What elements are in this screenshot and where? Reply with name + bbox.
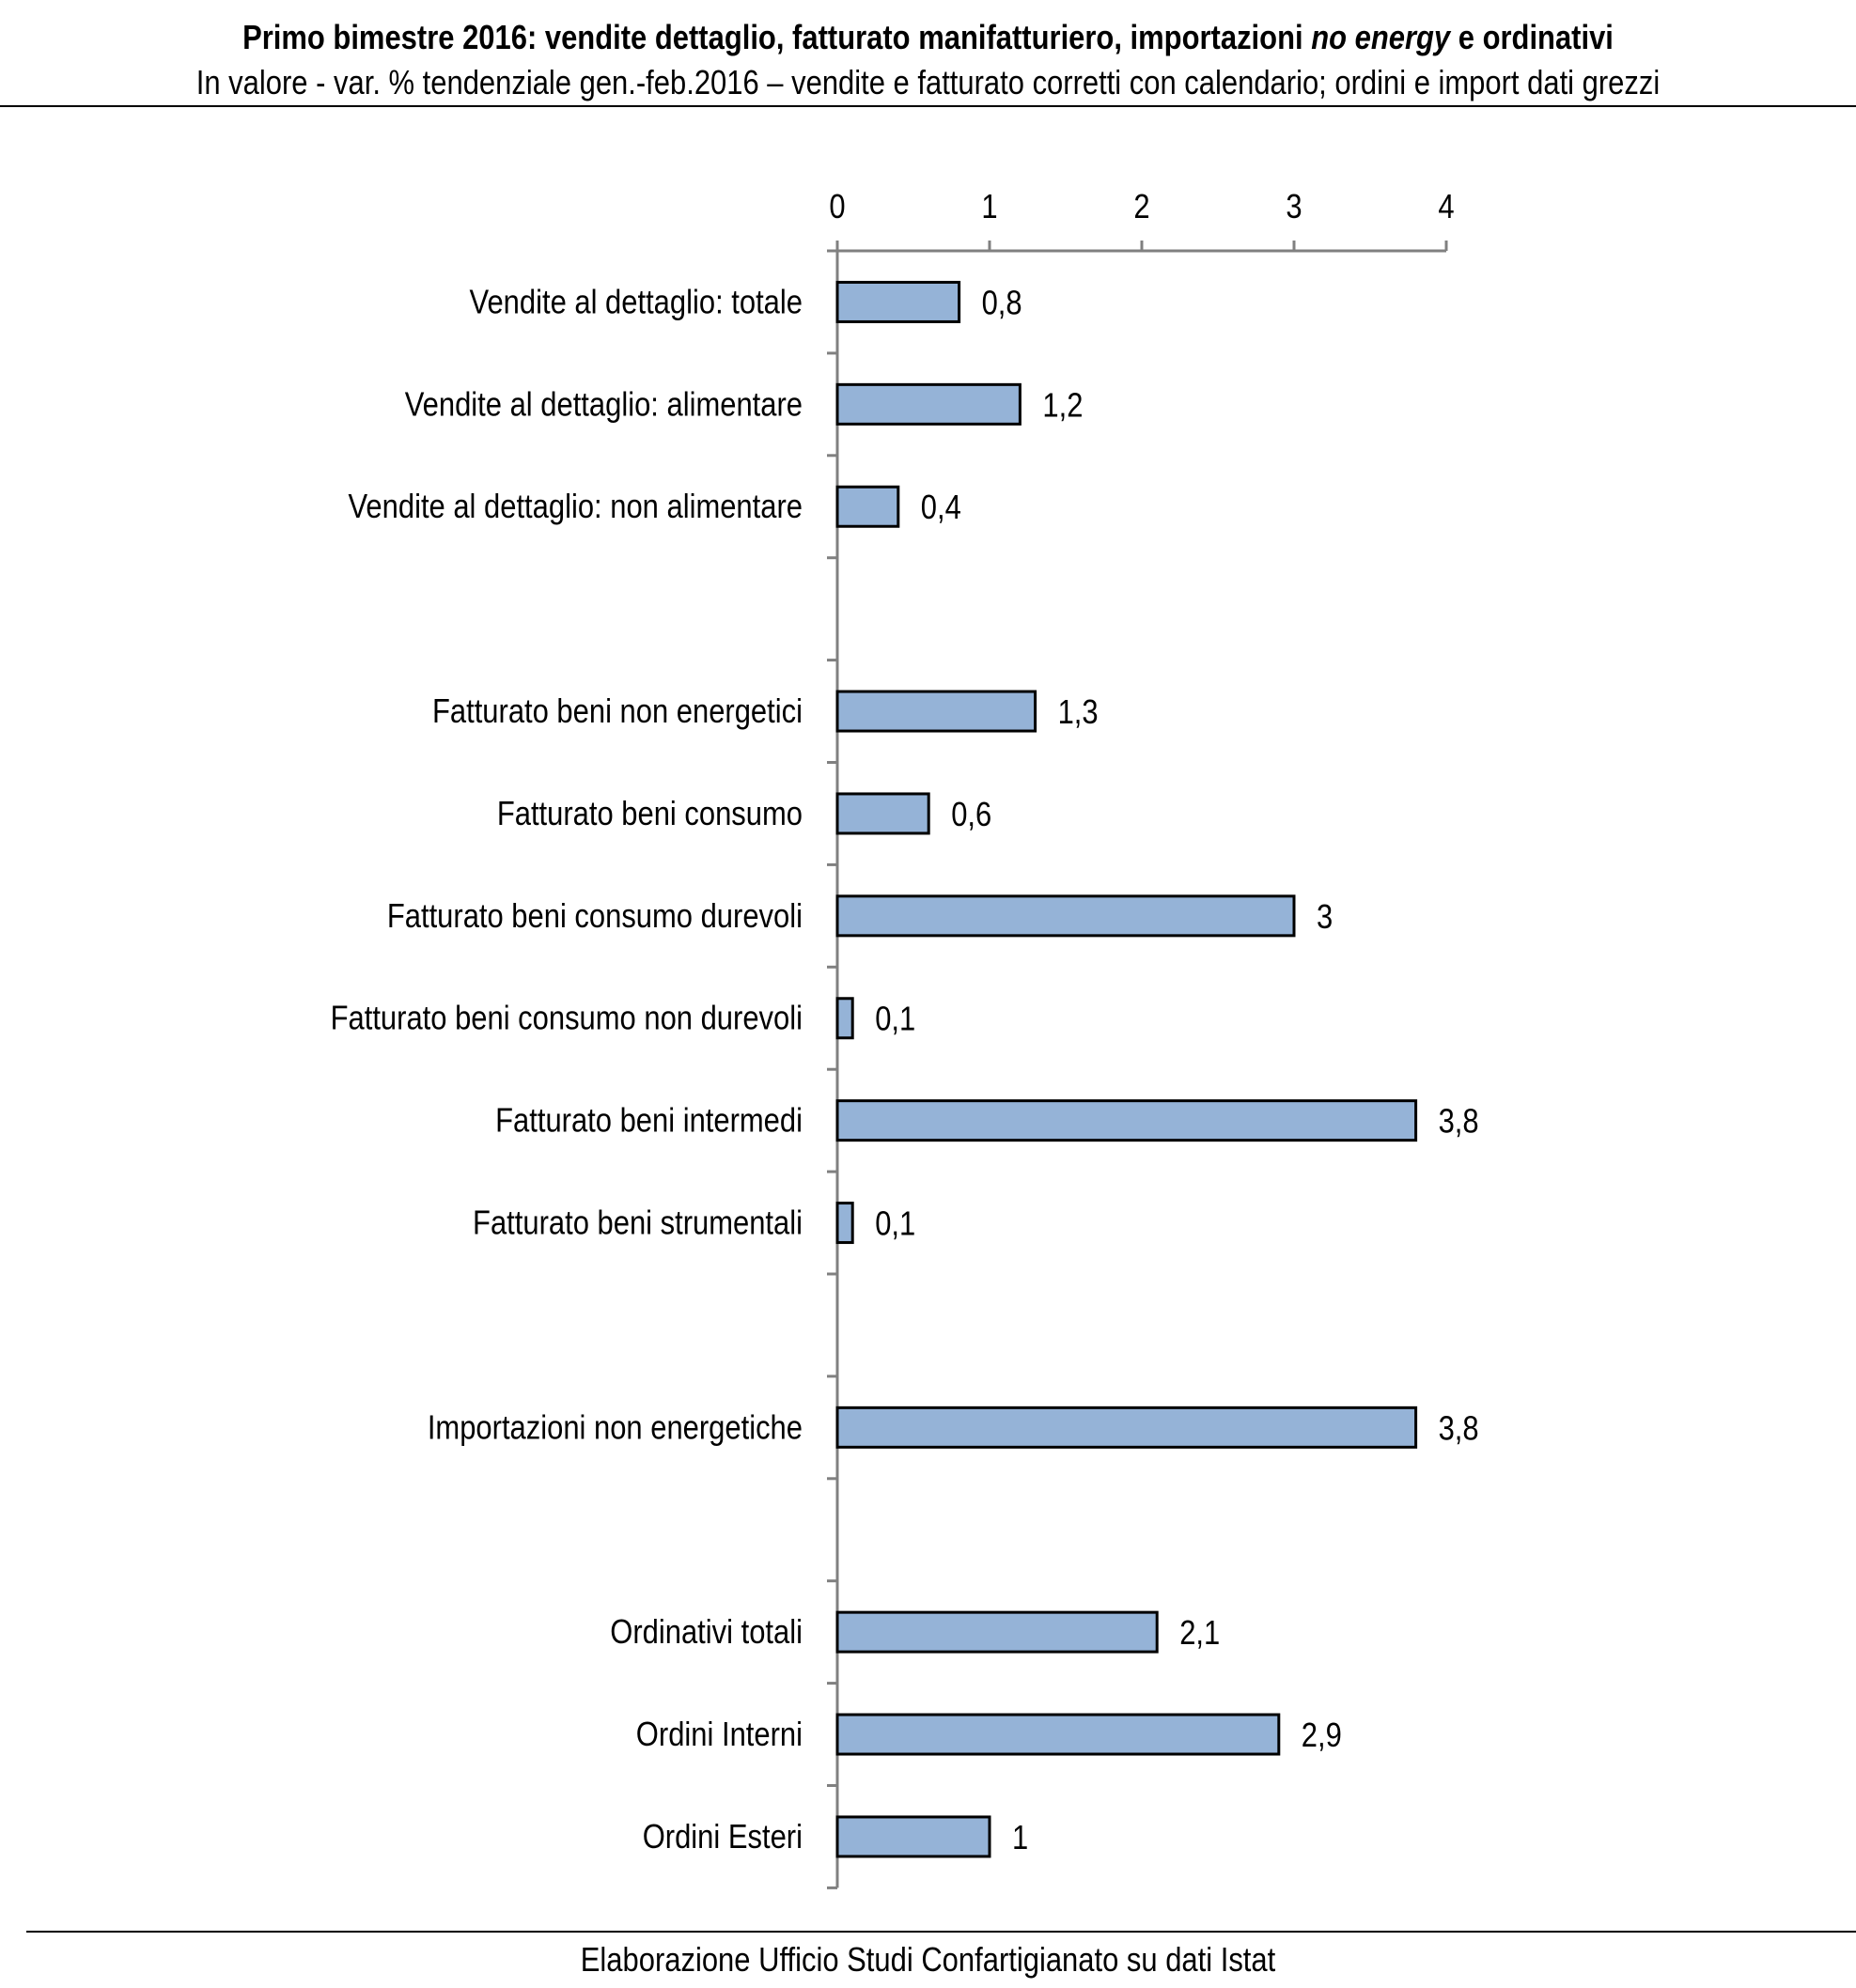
category-label: Vendite al dettaglio: alimentare [404, 386, 803, 424]
category-label: Fatturato beni consumo non durevoli [330, 1000, 803, 1038]
category-label: Vendite al dettaglio: non alimentare [348, 489, 803, 526]
category-label: Fatturato beni non energetici [431, 692, 803, 731]
bar [837, 896, 1294, 936]
x-tick-label: 4 [1438, 188, 1455, 226]
data-label: 0,1 [875, 1001, 916, 1039]
chart-subtitle: In valore - var. % tendenziale gen.-feb.2016 – vendite e fatturato corretti con calendario; ordini e import dati grezzi [195, 63, 1661, 101]
data-label: 3,8 [1438, 1410, 1479, 1448]
bar [837, 1204, 852, 1243]
data-label: 3 [1316, 898, 1334, 937]
data-label: 1 [1012, 1819, 1029, 1857]
data-label: 2,9 [1301, 1716, 1342, 1755]
chart-title-emphasis: no energy [1311, 18, 1451, 56]
data-label: 0,8 [981, 285, 1022, 323]
data-label: 0,4 [920, 489, 961, 527]
bar [837, 384, 1020, 424]
bar [837, 282, 959, 321]
category-label: Fatturato beni strumentali [473, 1204, 803, 1243]
category-label: Vendite al dettaglio: totale [469, 284, 803, 322]
bar [837, 487, 898, 526]
data-label: 0,6 [951, 796, 992, 834]
x-tick-label: 3 [1286, 188, 1302, 226]
bar [837, 1612, 1157, 1652]
bar [837, 1817, 990, 1856]
category-label: Fatturato beni consumo [496, 795, 803, 833]
data-label: 0,1 [875, 1205, 916, 1244]
chart-title-prefix: Primo bimestre 2016: vendite dettaglio, fatturato manifatturiero, importazioni [242, 18, 1312, 56]
data-label: 2,1 [1179, 1615, 1221, 1653]
category-label: Fatturato beni intermedi [495, 1102, 803, 1141]
y-axis [827, 251, 837, 1887]
category-label: Fatturato beni consumo durevoli [386, 897, 803, 936]
category-label: Ordinativi totali [610, 1614, 803, 1652]
category-labels [331, 284, 803, 1856]
data-label: 3,8 [1438, 1103, 1479, 1142]
chart-title-suffix: e ordinativi [1450, 18, 1614, 56]
x-tick-label: 0 [829, 188, 846, 226]
x-axis [829, 189, 1454, 251]
category-label: Importazioni non energetiche [427, 1409, 803, 1447]
bar [837, 999, 852, 1038]
data-label: 1,2 [1042, 387, 1084, 425]
x-tick-label: 1 [981, 188, 998, 226]
category-label: Ordini Esteri [642, 1818, 803, 1856]
x-tick-label: 2 [1133, 188, 1150, 226]
bar [837, 1407, 1416, 1447]
source-note: Elaborazione Ufficio Studi Confartigianato su dati Istat [580, 1940, 1276, 1979]
data-label: 1,3 [1057, 693, 1099, 732]
bar [837, 1715, 1279, 1754]
bar [837, 1101, 1416, 1141]
bar [837, 691, 1036, 731]
footer-divider [26, 1931, 1856, 1933]
bar [837, 794, 928, 833]
category-label: Ordini Interni [635, 1716, 803, 1754]
